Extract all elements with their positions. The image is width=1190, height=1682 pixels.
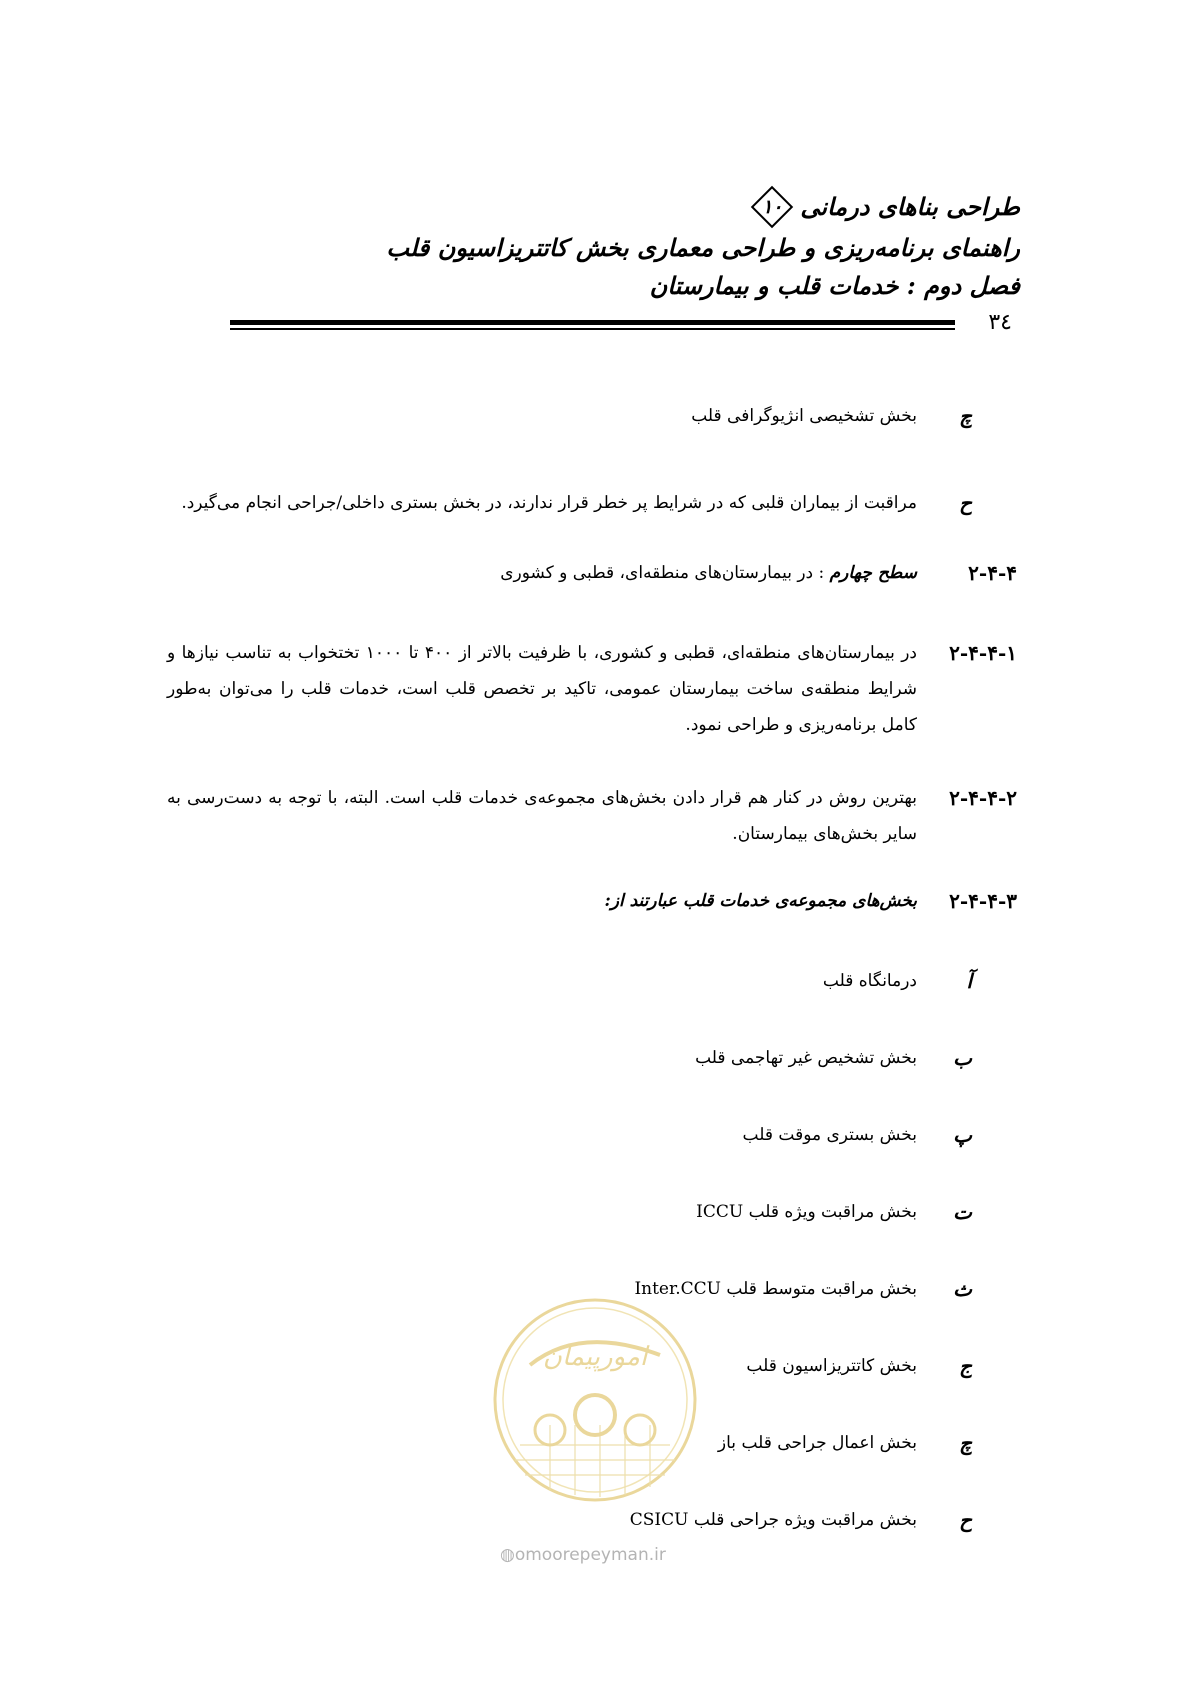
item-text: بخش کاتتریزاسیون قلب bbox=[746, 1356, 917, 1376]
list-heading bbox=[167, 885, 1022, 917]
item-marker: ح bbox=[959, 491, 972, 515]
header-rule-thin bbox=[230, 328, 955, 330]
paragraph bbox=[167, 635, 1022, 743]
item-marker: ب bbox=[953, 1046, 972, 1070]
item-marker: آ bbox=[966, 969, 972, 993]
item-text: بخش مراقبت ویژه جراحی قلب CSICU bbox=[629, 1510, 917, 1530]
watermark-logo bbox=[490, 1295, 700, 1505]
watermark-ring bbox=[495, 1300, 695, 1500]
header-rule bbox=[230, 320, 955, 330]
paragraph-number: ۲-۴-۴-۱ bbox=[949, 641, 1017, 665]
header-rule-thick bbox=[230, 320, 955, 325]
item-text: درمانگاه قلب bbox=[822, 971, 917, 991]
item-text: بخش اعمال جراحی قلب باز bbox=[717, 1433, 917, 1453]
watermark-site bbox=[500, 1545, 666, 1565]
page-header bbox=[190, 185, 1020, 305]
item-text: بخش بستری موقت قلب bbox=[742, 1125, 917, 1145]
paragraph-text: در بیمارستان‌های منطقه‌ای، قطبی و کشوری، با ظرفیت بالاتر از ۴۰۰ تا ۱۰۰۰ تختخواب به تناسب نیازها و شرایط منطقه‌ی ساخت بیمارستان عمومی، تاکید بر تخصص قلب است، خدمات قلب را می‌توان به‌طور کامل برنامه‌ریزی و طراحی نمود. bbox=[167, 643, 917, 735]
paragraph-number: ۲-۴-۴-۲ bbox=[949, 786, 1017, 810]
chapter-title: فصل دوم : خدمات قلب و بیمارستان bbox=[649, 271, 1020, 300]
section-number: ۲-۴-۴ bbox=[968, 561, 1017, 585]
list-item bbox=[167, 1042, 1022, 1074]
item-marker: ح bbox=[959, 1508, 972, 1532]
item-text: بخش مراقبت متوسط قلب Inter.CCU bbox=[634, 1279, 917, 1299]
list-item bbox=[167, 400, 1022, 432]
paragraph bbox=[167, 780, 1022, 852]
series-number-badge bbox=[750, 185, 794, 229]
item-text: مراقبت از بیماران قلبی که در شرایط پر خطر قرار ندارند، در بخش بستری داخلی/جراحی انجام می‌گیرد. bbox=[181, 493, 917, 513]
book-title: راهنمای برنامه‌ریزی و طراحی معماری بخش کاتتریزاسیون قلب bbox=[386, 233, 1020, 262]
list-section-number: ۲-۴-۴-۳ bbox=[949, 889, 1017, 913]
item-marker: چ bbox=[959, 1431, 972, 1455]
series-title: طراحی بناهای درمانی bbox=[800, 192, 1020, 221]
list-item bbox=[167, 965, 1022, 997]
list-item bbox=[167, 487, 1022, 519]
item-text: بخش مراقبت ویژه قلب ICCU bbox=[696, 1202, 917, 1222]
globe-icon: ◍ bbox=[500, 1545, 515, 1565]
item-text: بخش تشخیصی انژیوگرافی قلب bbox=[691, 406, 917, 426]
watermark-ring-inner bbox=[503, 1308, 687, 1492]
page-number: ٣٤ bbox=[988, 310, 1012, 335]
paragraph-text: بهترین روش در کنار هم قرار دادن بخش‌های مجموعه‌ی خدمات قلب است. البته، با توجه به دست‌رسی به سایر بخش‌های بیمارستان. bbox=[167, 788, 917, 844]
item-text: بخش تشخیص غیر تهاجمی قلب bbox=[695, 1048, 917, 1068]
series-title-line bbox=[190, 185, 1020, 229]
section-heading bbox=[167, 557, 1022, 589]
list-section-title: بخش‌های مجموعه‌ی خدمات قلب عبارتند از: bbox=[604, 891, 917, 911]
item-marker: پ bbox=[953, 1123, 972, 1147]
section-label: سطح چهارم bbox=[829, 563, 917, 583]
watermark-site-text: omoorepeyman.ir bbox=[514, 1545, 666, 1565]
item-marker: چ bbox=[959, 404, 972, 428]
item-marker: ج bbox=[959, 1354, 972, 1378]
watermark-logo-text: امورپیمان bbox=[542, 1342, 648, 1372]
series-number: ۱۰ bbox=[762, 196, 783, 218]
list-item bbox=[167, 1504, 1022, 1536]
gear-icon bbox=[575, 1395, 615, 1435]
section-text: : در بیمارستان‌های منطقه‌ای، قطبی و کشوری bbox=[500, 563, 830, 583]
list-item bbox=[167, 1196, 1022, 1228]
item-marker: ث bbox=[953, 1277, 972, 1301]
item-marker: ت bbox=[953, 1200, 972, 1224]
list-item bbox=[167, 1119, 1022, 1151]
